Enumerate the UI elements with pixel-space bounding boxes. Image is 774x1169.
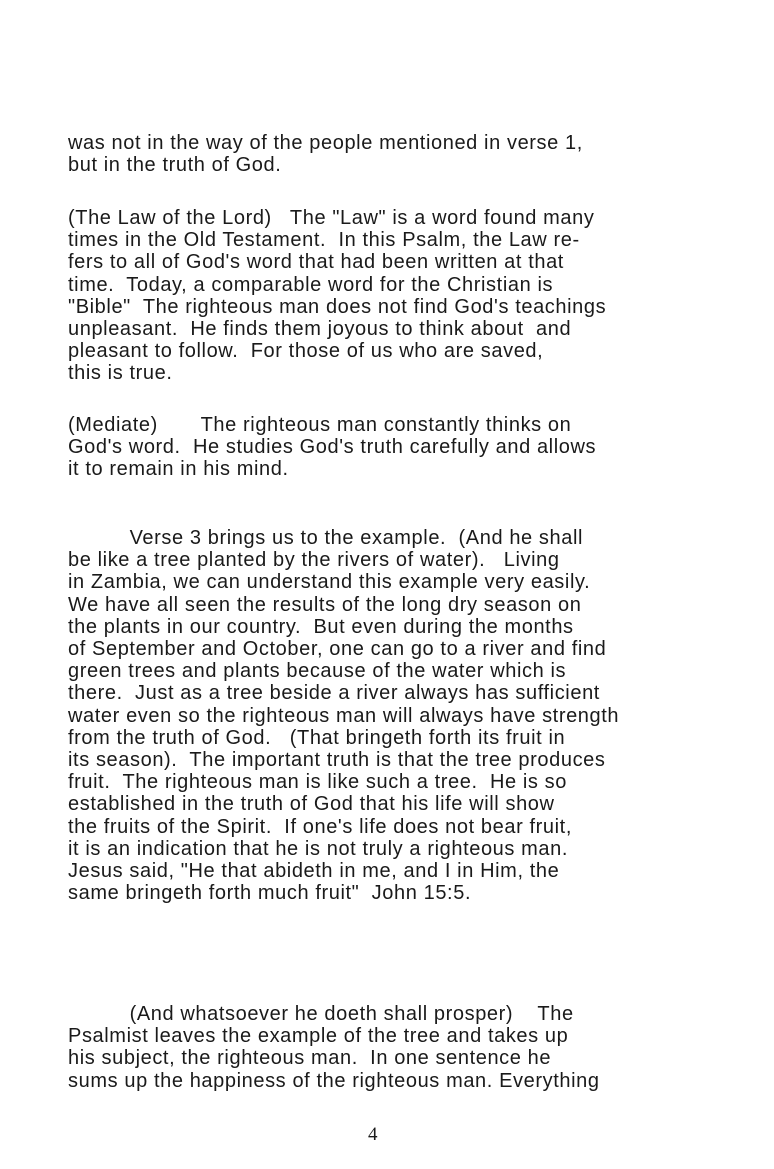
text-line: established in the truth of God that his life will show xyxy=(68,793,555,816)
text-line: Jesus said, "He that abideth in me, and I in Him, the xyxy=(68,860,560,882)
text-line: (And whatsoever he doeth shall prosper) The xyxy=(68,1003,574,1025)
text-line: but in the truth of God. xyxy=(68,154,282,177)
text-line: of September and October, one can go to a river and find xyxy=(68,638,607,660)
text-line: God's word. He studies God's truth carefully and allows xyxy=(68,436,597,459)
text-line: fruit. The righteous man is like such a tree. He is so xyxy=(68,771,567,794)
page-number: 4 xyxy=(368,1124,378,1145)
text-line: the fruits of the Spirit. If one's life does not bear fruit, xyxy=(68,815,572,838)
text-line: "Bible" The righteous man does not find God's teachings xyxy=(68,295,607,318)
text-line: the plants in our country. But even during the months xyxy=(68,615,574,638)
text-line: its season). The important truth is that the tree produces xyxy=(68,749,606,771)
text-line: Psalmist leaves the example of the tree and takes up xyxy=(68,1025,569,1048)
text-line: pleasant to follow. For those of us who are saved, xyxy=(68,340,544,363)
text-line: it is an indication that he is not truly a righteous man. xyxy=(68,837,569,860)
text-line: his subject, the righteous man. In one sentence he xyxy=(68,1047,552,1070)
text-line: fers to all of God's word that had been written at that xyxy=(68,251,564,274)
text-line: unpleasant. He finds them joyous to think about and xyxy=(68,318,572,340)
text-line: green trees and plants because of the water which is xyxy=(68,660,567,683)
text-line: times in the Old Testament. In this Psalm, the Law re- xyxy=(68,229,580,252)
text-line: from the truth of God. (That bringeth forth its fruit in xyxy=(68,726,566,749)
text-line: there. Just as a tree beside a river always has sufficient xyxy=(68,682,600,705)
text-line: in Zambia, we can understand this example very easily. xyxy=(68,571,591,594)
text-line: was not in the way of the people mentioned in verse 1, xyxy=(68,132,583,154)
text-line: time. Today, a comparable word for the Christian is xyxy=(68,273,554,296)
text-line: same bringeth forth much fruit" John 15:5. xyxy=(68,882,472,905)
text-line: water even so the righteous man will always have strength xyxy=(68,704,620,727)
text-line: be like a tree planted by the rivers of water). Living xyxy=(68,549,560,572)
text-line: sums up the happiness of the righteous man. Everything xyxy=(68,1069,600,1092)
text-line: We have all seen the results of the long dry season on xyxy=(68,593,582,616)
text-line: (Mediate) The righteous man constantly thinks on xyxy=(68,414,572,436)
text-line: (The Law of the Lord) The "Law" is a word found many xyxy=(68,207,595,229)
text-line: it to remain in his mind. xyxy=(68,458,289,481)
text-line: this is true. xyxy=(68,362,173,385)
text-line: Verse 3 brings us to the example. (And he shall xyxy=(68,527,584,549)
